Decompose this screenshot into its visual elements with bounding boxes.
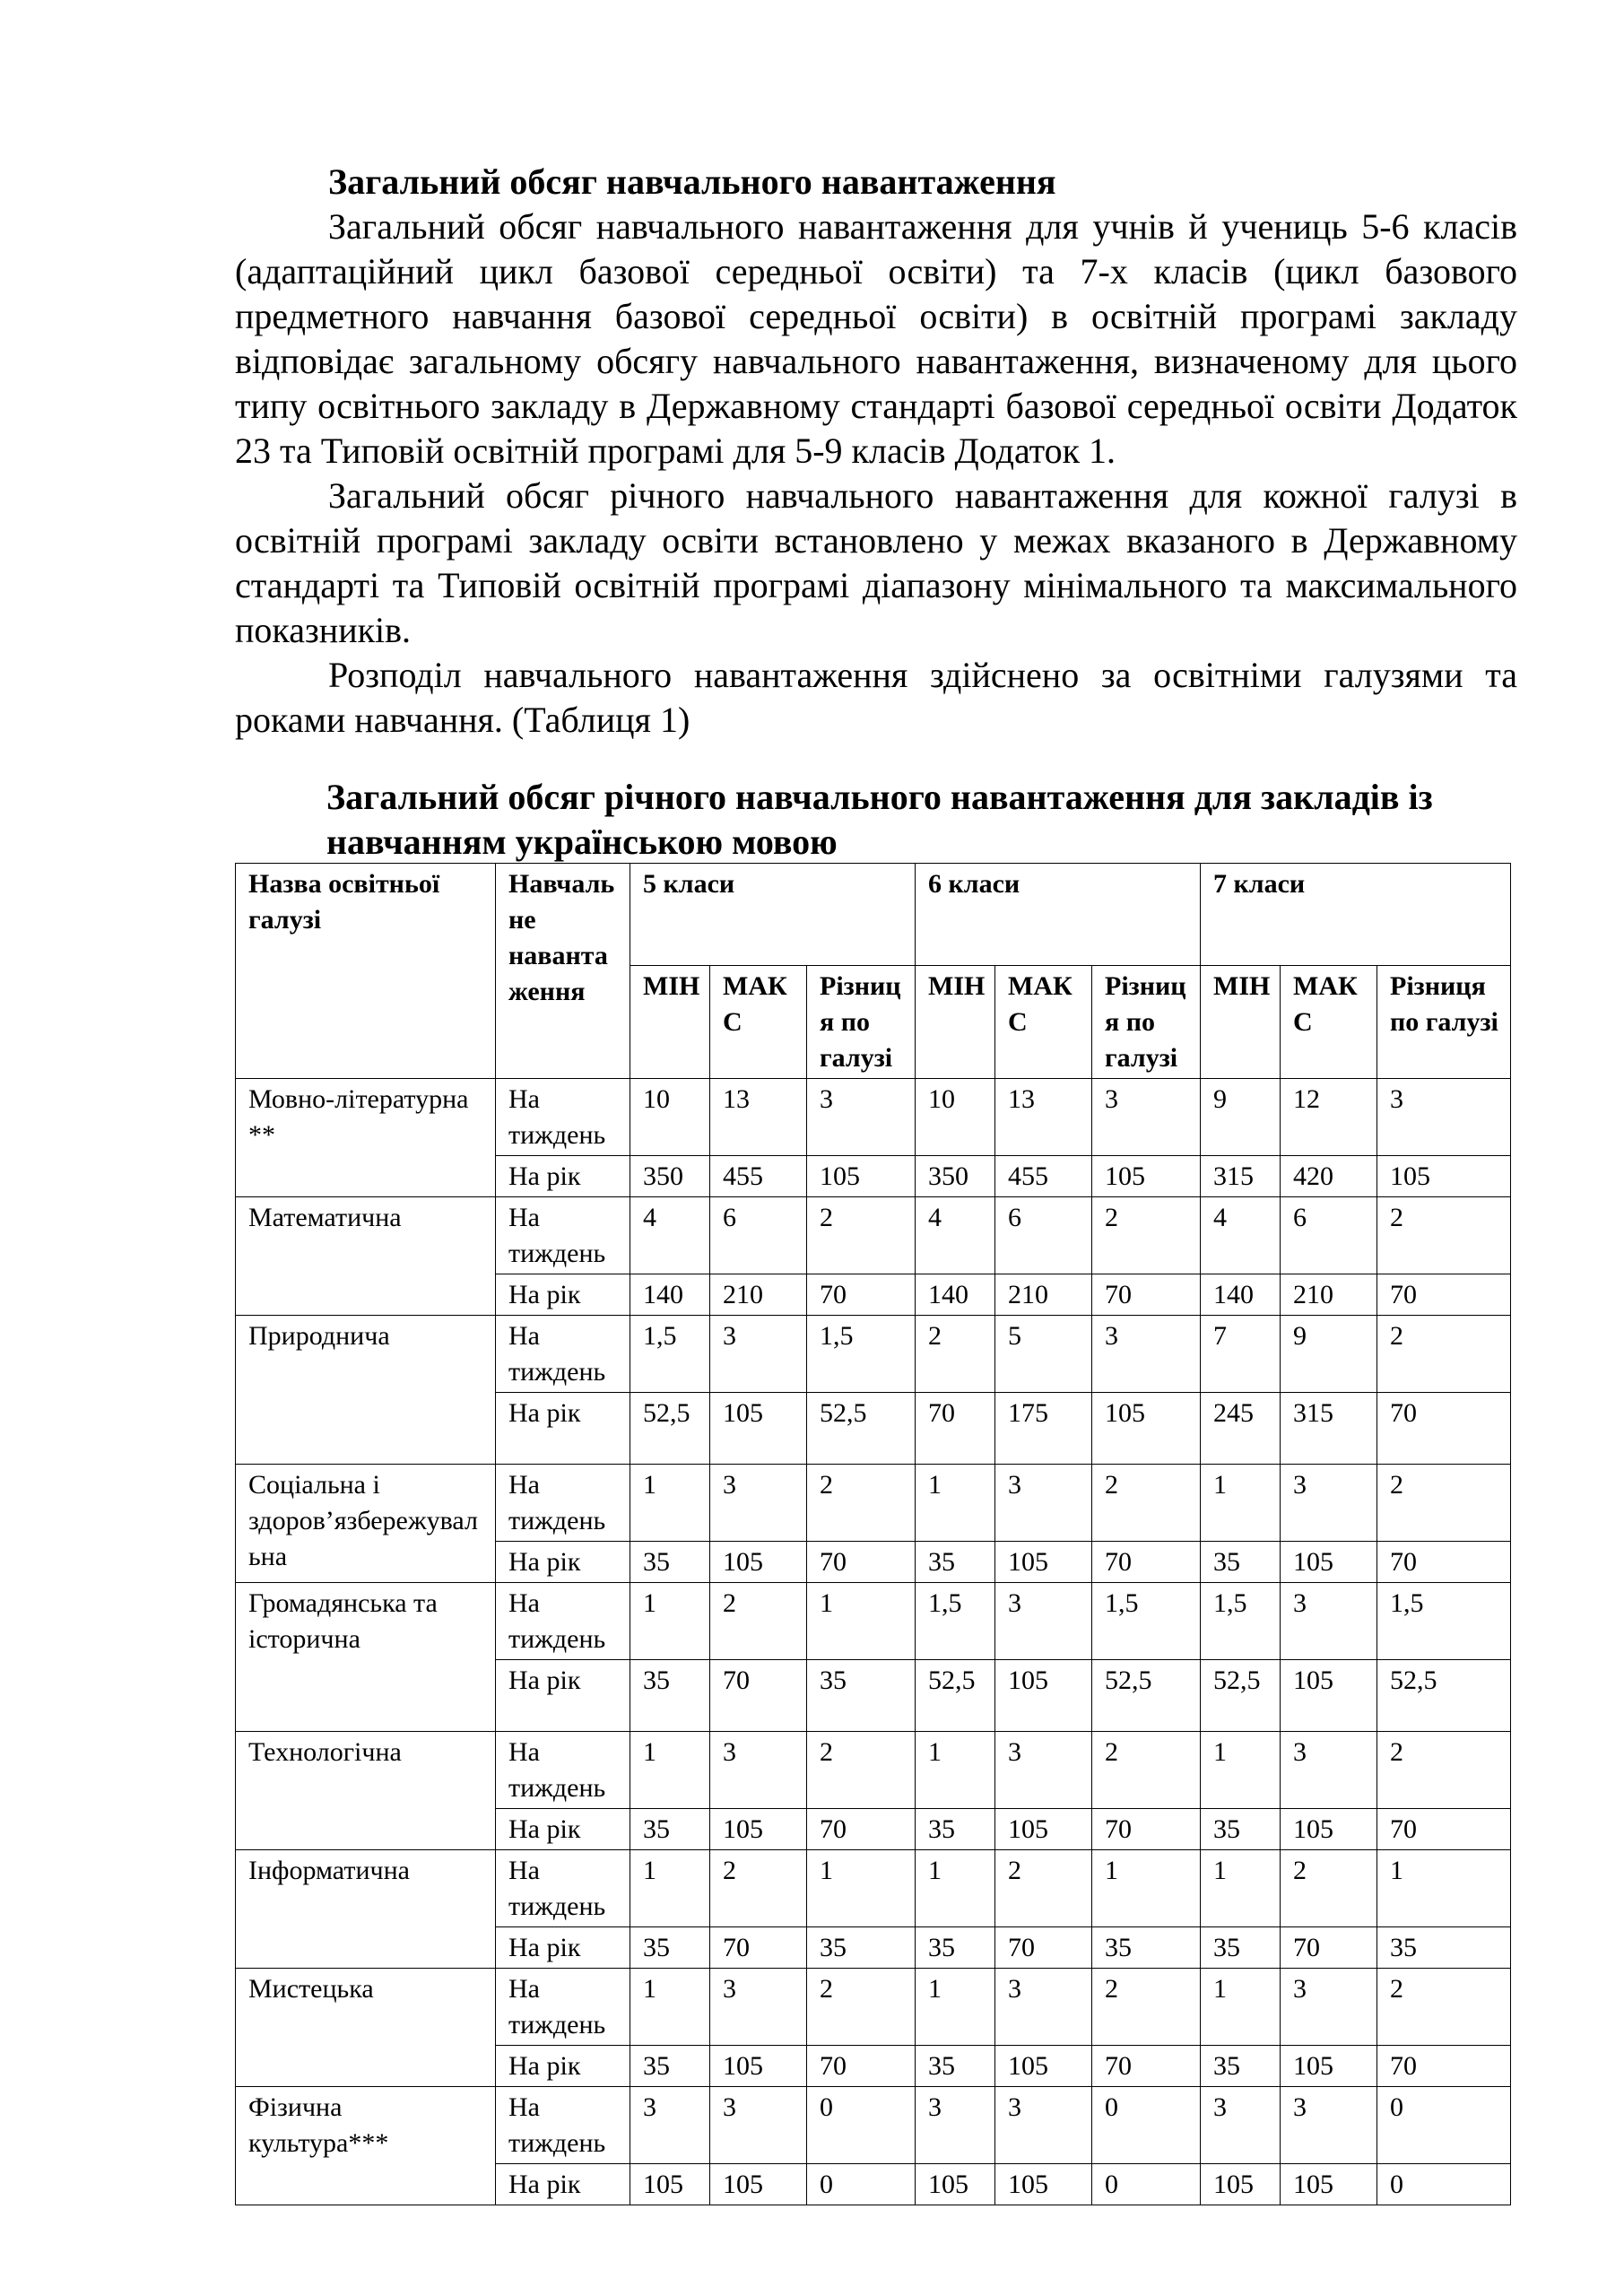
value-cell: 175 (995, 1393, 1092, 1465)
value-cell: 6 (995, 1197, 1092, 1274)
period-week-cell: На тиждень (496, 1732, 630, 1809)
value-cell: 0 (1377, 2087, 1511, 2164)
value-cell: 455 (710, 1156, 807, 1197)
value-cell: 3 (710, 1316, 807, 1393)
value-cell: 105 (995, 2046, 1092, 2087)
value-cell: 35 (1377, 1927, 1511, 1969)
value-cell: 4 (916, 1197, 995, 1274)
value-cell: 3 (1092, 1316, 1201, 1393)
header-diff: Різниця по галузі (1377, 966, 1511, 1079)
value-cell: 10 (916, 1079, 995, 1156)
value-cell: 2 (1092, 1732, 1201, 1809)
value-cell: 70 (1092, 2046, 1201, 2087)
paragraph-3: Розподіл навчального навантаження здійснено за освітніми галузями та роками навчання. (Таблиця 1) (235, 655, 1517, 740)
area-name-cell: Мовно-літературна ** (236, 1079, 496, 1197)
value-cell: 245 (1201, 1393, 1281, 1465)
header-max: МАКС (995, 966, 1092, 1079)
value-cell: 210 (1281, 1274, 1377, 1316)
period-year-cell: На рік (496, 2164, 630, 2205)
value-cell: 3 (807, 1079, 916, 1156)
value-cell: 105 (710, 1809, 807, 1850)
period-week-cell: На тиждень (496, 1316, 630, 1393)
header-diff: Різниця по галузі (1092, 966, 1201, 1079)
value-cell: 105 (1281, 1542, 1377, 1583)
value-cell: 0 (807, 2087, 916, 2164)
value-cell: 140 (630, 1274, 710, 1316)
area-name-cell: Фізична культура*** (236, 2087, 496, 2205)
value-cell: 105 (1281, 2046, 1377, 2087)
header-class-5: 5 класи (630, 864, 916, 966)
table-row-week (236, 1465, 1511, 1542)
value-cell: 70 (1377, 1542, 1511, 1583)
value-cell: 2 (1281, 1850, 1377, 1927)
value-cell: 3 (916, 2087, 995, 2164)
value-cell: 35 (807, 1660, 916, 1732)
value-cell: 52,5 (807, 1393, 916, 1465)
value-cell: 13 (710, 1079, 807, 1156)
period-year-cell: На рік (496, 1660, 630, 1732)
value-cell: 3 (1281, 1465, 1377, 1542)
table-row-week (236, 1197, 1511, 1274)
value-cell: 2 (916, 1316, 995, 1393)
value-cell: 3 (1281, 1969, 1377, 2046)
value-cell: 315 (1281, 1393, 1377, 1465)
value-cell: 6 (710, 1197, 807, 1274)
period-week-cell: На тиждень (496, 1583, 630, 1660)
value-cell: 210 (995, 1274, 1092, 1316)
value-cell: 35 (1201, 1927, 1281, 1969)
value-cell: 70 (1377, 1274, 1511, 1316)
table-row-week (236, 1079, 1511, 1156)
value-cell: 105 (995, 1660, 1092, 1732)
value-cell: 3 (710, 2087, 807, 2164)
value-cell: 70 (1092, 1809, 1201, 1850)
value-cell: 52,5 (916, 1660, 995, 1732)
value-cell: 105 (710, 1542, 807, 1583)
value-cell: 455 (995, 1156, 1092, 1197)
value-cell: 70 (1092, 1542, 1201, 1583)
value-cell: 1 (916, 1732, 995, 1809)
value-cell: 9 (1281, 1316, 1377, 1393)
area-name-cell: Інформатична (236, 1850, 496, 1969)
area-name-cell: Мистецька (236, 1969, 496, 2087)
value-cell: 105 (916, 2164, 995, 2205)
value-cell: 2 (1092, 1969, 1201, 2046)
value-cell: 35 (630, 1660, 710, 1732)
period-year-cell: На рік (496, 1927, 630, 1969)
value-cell: 9 (1201, 1079, 1281, 1156)
value-cell: 1 (1201, 1850, 1281, 1927)
value-cell: 13 (995, 1079, 1092, 1156)
value-cell: 1,5 (1201, 1583, 1281, 1660)
value-cell: 4 (630, 1197, 710, 1274)
intro-text (235, 160, 1517, 743)
period-week-cell: На тиждень (496, 2087, 630, 2164)
area-name-cell: Технологічна (236, 1732, 496, 1850)
value-cell: 105 (1281, 1660, 1377, 1732)
table-title: Загальний обсяг річного навчального навантаження для закладів із навчанням українською мовою (326, 777, 1433, 862)
value-cell: 70 (710, 1660, 807, 1732)
header-load: Навчальне навантаження (496, 864, 630, 1079)
value-cell: 1 (916, 1850, 995, 1927)
value-cell: 52,5 (1092, 1660, 1201, 1732)
value-cell: 3 (710, 1969, 807, 2046)
value-cell: 3 (1281, 1732, 1377, 1809)
value-cell: 4 (1201, 1197, 1281, 1274)
value-cell: 6 (1281, 1197, 1377, 1274)
value-cell: 2 (1377, 1197, 1511, 1274)
period-year-cell: На рік (496, 1809, 630, 1850)
value-cell: 10 (630, 1079, 710, 1156)
value-cell: 0 (1377, 2164, 1511, 2205)
table-row-week (236, 1732, 1511, 1809)
header-min: МІН (630, 966, 710, 1079)
value-cell: 35 (1201, 1542, 1281, 1583)
value-cell: 2 (1377, 1316, 1511, 1393)
value-cell: 35 (916, 1927, 995, 1969)
value-cell: 70 (1377, 1809, 1511, 1850)
value-cell: 105 (710, 2046, 807, 2087)
value-cell: 3 (995, 1465, 1092, 1542)
value-cell: 0 (1092, 2087, 1201, 2164)
value-cell: 35 (1092, 1927, 1201, 1969)
header-area: Назва освітньої галузі (236, 864, 496, 1079)
value-cell: 35 (916, 1542, 995, 1583)
period-week-cell: На тиждень (496, 1079, 630, 1156)
area-name-cell: Природнича (236, 1316, 496, 1465)
value-cell: 3 (995, 2087, 1092, 2164)
header-min: МІН (916, 966, 995, 1079)
value-cell: 70 (807, 2046, 916, 2087)
header-diff: Різниця по галузі (807, 966, 916, 1079)
value-cell: 105 (710, 1393, 807, 1465)
header-class-7: 7 класи (1201, 864, 1511, 966)
value-cell: 0 (807, 2164, 916, 2205)
value-cell: 2 (710, 1583, 807, 1660)
table-row-week (236, 1583, 1511, 1660)
value-cell: 105 (1377, 1156, 1511, 1197)
value-cell: 140 (1201, 1274, 1281, 1316)
value-cell: 105 (1281, 1809, 1377, 1850)
value-cell: 5 (995, 1316, 1092, 1393)
table-row-week (236, 1850, 1511, 1927)
value-cell: 3 (995, 1583, 1092, 1660)
value-cell: 140 (916, 1274, 995, 1316)
value-cell: 2 (807, 1969, 916, 2046)
value-cell: 1 (916, 1969, 995, 2046)
value-cell: 3 (710, 1732, 807, 1809)
value-cell: 2 (710, 1850, 807, 1927)
value-cell: 70 (807, 1809, 916, 1850)
value-cell: 70 (710, 1927, 807, 1969)
value-cell: 35 (630, 1927, 710, 1969)
value-cell: 2 (1377, 1465, 1511, 1542)
load-table (235, 863, 1511, 2205)
value-cell: 70 (1281, 1927, 1377, 1969)
value-cell: 1,5 (916, 1583, 995, 1660)
value-cell: 1 (630, 1969, 710, 2046)
value-cell: 52,5 (1201, 1660, 1281, 1732)
area-name-cell: Соціальна і здоров’язбережувальна (236, 1465, 496, 1583)
value-cell: 3 (1281, 1583, 1377, 1660)
value-cell: 3 (1377, 1079, 1511, 1156)
value-cell: 35 (630, 2046, 710, 2087)
value-cell: 2 (807, 1197, 916, 1274)
table-body (236, 1079, 1511, 2205)
area-name-cell: Математична (236, 1197, 496, 1316)
value-cell: 3 (1281, 2087, 1377, 2164)
value-cell: 350 (630, 1156, 710, 1197)
value-cell: 315 (1201, 1156, 1281, 1197)
table-row-week (236, 1316, 1511, 1393)
value-cell: 105 (1201, 2164, 1281, 2205)
value-cell: 2 (995, 1850, 1092, 1927)
value-cell: 70 (807, 1274, 916, 1316)
value-cell: 1 (1377, 1850, 1511, 1927)
value-cell: 2 (1092, 1197, 1201, 1274)
value-cell: 1 (630, 1583, 710, 1660)
value-cell: 2 (807, 1465, 916, 1542)
value-cell: 105 (995, 1809, 1092, 1850)
period-year-cell: На рік (496, 1156, 630, 1197)
period-year-cell: На рік (496, 1542, 630, 1583)
value-cell: 105 (1281, 2164, 1377, 2205)
value-cell: 1 (916, 1465, 995, 1542)
period-week-cell: На тиждень (496, 1197, 630, 1274)
value-cell: 52,5 (1377, 1660, 1511, 1732)
value-cell: 2 (807, 1732, 916, 1809)
period-year-cell: На рік (496, 2046, 630, 2087)
value-cell: 3 (995, 1732, 1092, 1809)
value-cell: 35 (916, 1809, 995, 1850)
value-cell: 105 (1092, 1393, 1201, 1465)
period-week-cell: На тиждень (496, 1850, 630, 1927)
value-cell: 350 (916, 1156, 995, 1197)
value-cell: 105 (995, 2164, 1092, 2205)
value-cell: 1,5 (1377, 1583, 1511, 1660)
value-cell: 105 (1092, 1156, 1201, 1197)
value-cell: 70 (1092, 1274, 1201, 1316)
value-cell: 35 (1201, 2046, 1281, 2087)
value-cell: 70 (916, 1393, 995, 1465)
value-cell: 70 (995, 1927, 1092, 1969)
value-cell: 35 (630, 1542, 710, 1583)
value-cell: 3 (630, 2087, 710, 2164)
value-cell: 1 (1201, 1969, 1281, 2046)
period-week-cell: На тиждень (496, 1969, 630, 2046)
section-heading: Загальний обсяг навчального навантаження (328, 161, 1056, 202)
paragraph-2: Загальний обсяг річного навчального навантаження для кожної галузі в освітній програмі закладу освіти встановлено у межах вказаного в Державному стандарті та Типовій освітній програмі діапазону мінімального та максимального показників. (235, 475, 1517, 650)
value-cell: 35 (807, 1927, 916, 1969)
value-cell: 12 (1281, 1079, 1377, 1156)
value-cell: 1 (630, 1850, 710, 1927)
value-cell: 1,5 (630, 1316, 710, 1393)
value-cell: 70 (1377, 2046, 1511, 2087)
period-week-cell: На тиждень (496, 1465, 630, 1542)
value-cell: 35 (630, 1809, 710, 1850)
period-year-cell: На рік (496, 1393, 630, 1465)
value-cell: 1,5 (807, 1316, 916, 1393)
value-cell: 1 (1201, 1465, 1281, 1542)
table-row-week (236, 2087, 1511, 2164)
value-cell: 70 (1377, 1393, 1511, 1465)
value-cell: 2 (1377, 1732, 1511, 1809)
value-cell: 3 (995, 1969, 1092, 2046)
table-row-week (236, 1969, 1511, 2046)
value-cell: 1,5 (1092, 1583, 1201, 1660)
header-max: МАКС (1281, 966, 1377, 1079)
value-cell: 3 (1201, 2087, 1281, 2164)
header-row-classes (236, 864, 1511, 966)
value-cell: 3 (710, 1465, 807, 1542)
value-cell: 105 (630, 2164, 710, 2205)
value-cell: 1 (807, 1850, 916, 1927)
value-cell: 105 (807, 1156, 916, 1197)
header-class-6: 6 класи (916, 864, 1201, 966)
value-cell: 35 (916, 2046, 995, 2087)
paragraph-1: Загальний обсяг навчального навантаження для учнів й учениць 5-6 класів (адаптаційний цикл базової середньої освіти) та 7-х класів (цикл базового предметного навчання базової середньої освіти) в освітній програмі закладу відповідає загальному обсягу навчального навантаження, визначеному для цього типу освітнього закладу в Державному стандарті базової середньої освіти Додаток 23 та Типовій освітній програмі для 5-9 класів Додаток 1. (235, 206, 1517, 471)
value-cell: 105 (995, 1542, 1092, 1583)
value-cell: 1 (630, 1732, 710, 1809)
header-min: МІН (1201, 966, 1281, 1079)
value-cell: 1 (1201, 1732, 1281, 1809)
value-cell: 420 (1281, 1156, 1377, 1197)
value-cell: 210 (710, 1274, 807, 1316)
value-cell: 1 (630, 1465, 710, 1542)
value-cell: 70 (807, 1542, 916, 1583)
value-cell: 52,5 (630, 1393, 710, 1465)
value-cell: 35 (1201, 1809, 1281, 1850)
value-cell: 1 (807, 1583, 916, 1660)
value-cell: 3 (1092, 1079, 1201, 1156)
value-cell: 1 (1092, 1850, 1201, 1927)
value-cell: 2 (1377, 1969, 1511, 2046)
value-cell: 105 (710, 2164, 807, 2205)
period-year-cell: На рік (496, 1274, 630, 1316)
area-name-cell: Громадянська та історична (236, 1583, 496, 1732)
header-max: МАКС (710, 966, 807, 1079)
value-cell: 7 (1201, 1316, 1281, 1393)
value-cell: 0 (1092, 2164, 1201, 2205)
value-cell: 2 (1092, 1465, 1201, 1542)
